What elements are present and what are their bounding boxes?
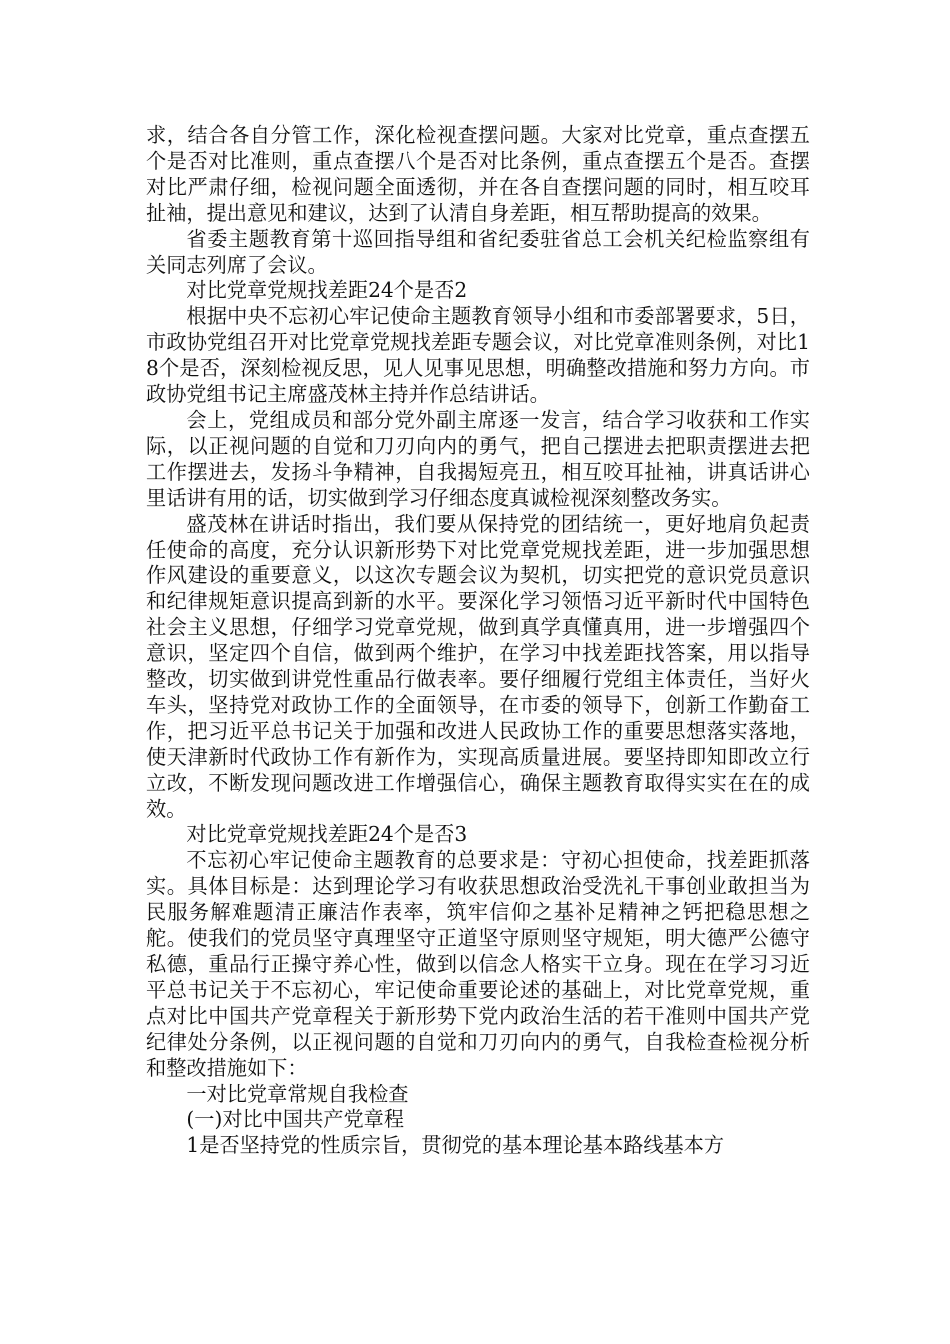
paragraph-2: 省委主题教育第十巡回指导组和省纪委驻省总工会机关纪检监察组有关同志列席了会议。 [146, 226, 810, 277]
paragraph-5: 盛茂林在讲话时指出，我们要从保持党的团结统一，更好地肩负起责任使命的高度，充分认识新形势下对比党章党规找差距，进一步加强思想作风建设的重要意义，以这次专题会议为契机，切实把党的意识党员意识和纪律规矩意识提高到新的水平。要深化学习领悟习近平新时代中国特色社会主义思想，仔细学习党章党规，做到真学真懂真用，进一步增强四个意识，坚定四个自信，做到两个维护，在学习中找差距找答案，用以指导整改，切实做到讲党性重品行做表率。要仔细履行党组主体责任，当好火车头，坚持党对政协工作的全面领导，在市委的领导下，创新工作勤奋工作，把习近平总书记关于加强和改进人民政协工作的重要思想落实落地，使天津新时代政协工作有新作为，实现高质量进展。要坚持即知即改立行立改，不断发现问题改进工作增强信心，确保主题教育取得实实在在的成效。 [146, 511, 810, 821]
paragraph-1: 求，结合各自分管工作，深化检视查摆问题。大家对比党章，重点查摆五个是否对比准则，重点查摆八个是否对比条例，重点查摆五个是否。查摆对比严肃仔细，检视问题全面透彻，并在各自查摆问题的同时，相互咬耳扯袖，提出意见和建议，达到了认清自身差距，相互帮助提高的效果。 [146, 123, 810, 225]
subheading-party-constitution: (一)对比中国共产党章程 [186, 1107, 405, 1132]
subheading-self-check: 一对比党章常规自我检查 [186, 1081, 409, 1106]
section-heading-2: 对比党章党规找差距24个是否2 [186, 278, 468, 303]
document-page [146, 123, 810, 1159]
paragraph-6: 不忘初心牢记使命主题教育的总要求是：守初心担使命，找差距抓落实。具体目标是：达到理论学习有收获思想政治受洗礼干事创业敢担当为民服务解难题清正廉洁作表率，筑牢信仰之基补足精神之钙把稳思想之舵。使我们的党员坚守真理坚守正道坚守原则坚守规矩，明大德严公德守私德，重品行正操守养心性，做到以信念人格实干立身。现在在学习习近平总书记关于不忘初心，牢记使命重要论述的基础上，对比党章党规，重点对比中国共产党章程关于新形势下党内政治生活的若干准则中国共产党纪律处分条例，以正视问题的自觉和刀刃向内的勇气，自我检查检视分析和整改措施如下： [146, 848, 810, 1080]
section-heading-3: 对比党章党规找差距24个是否3 [186, 822, 468, 847]
list-item-1: 1是否坚持党的性质宗旨，贯彻党的基本理论基本路线基本方 [186, 1133, 725, 1158]
paragraph-4: 会上，党组成员和部分党外副主席逐一发言，结合学习收获和工作实际，以正视问题的自觉和刀刃向内的勇气，把自己摆进去把职责摆进去把工作摆进去，发扬斗争精神，自我揭短亮丑，相互咬耳扯袖，讲真话讲心里话讲有用的话，切实做到学习仔细态度真诚检视深刻整改务实。 [146, 407, 810, 510]
paragraph-3: 根据中央不忘初心牢记使命主题教育领导小组和市委部署要求，5日，市政协党组召开对比党章党规找差距专题会议，对比党章准则条例，对比18个是否，深刻检视反思，见人见事见思想，明确整改措施和努力方向。市政协党组书记主席盛茂林主持并作总结讲话。 [146, 304, 810, 407]
